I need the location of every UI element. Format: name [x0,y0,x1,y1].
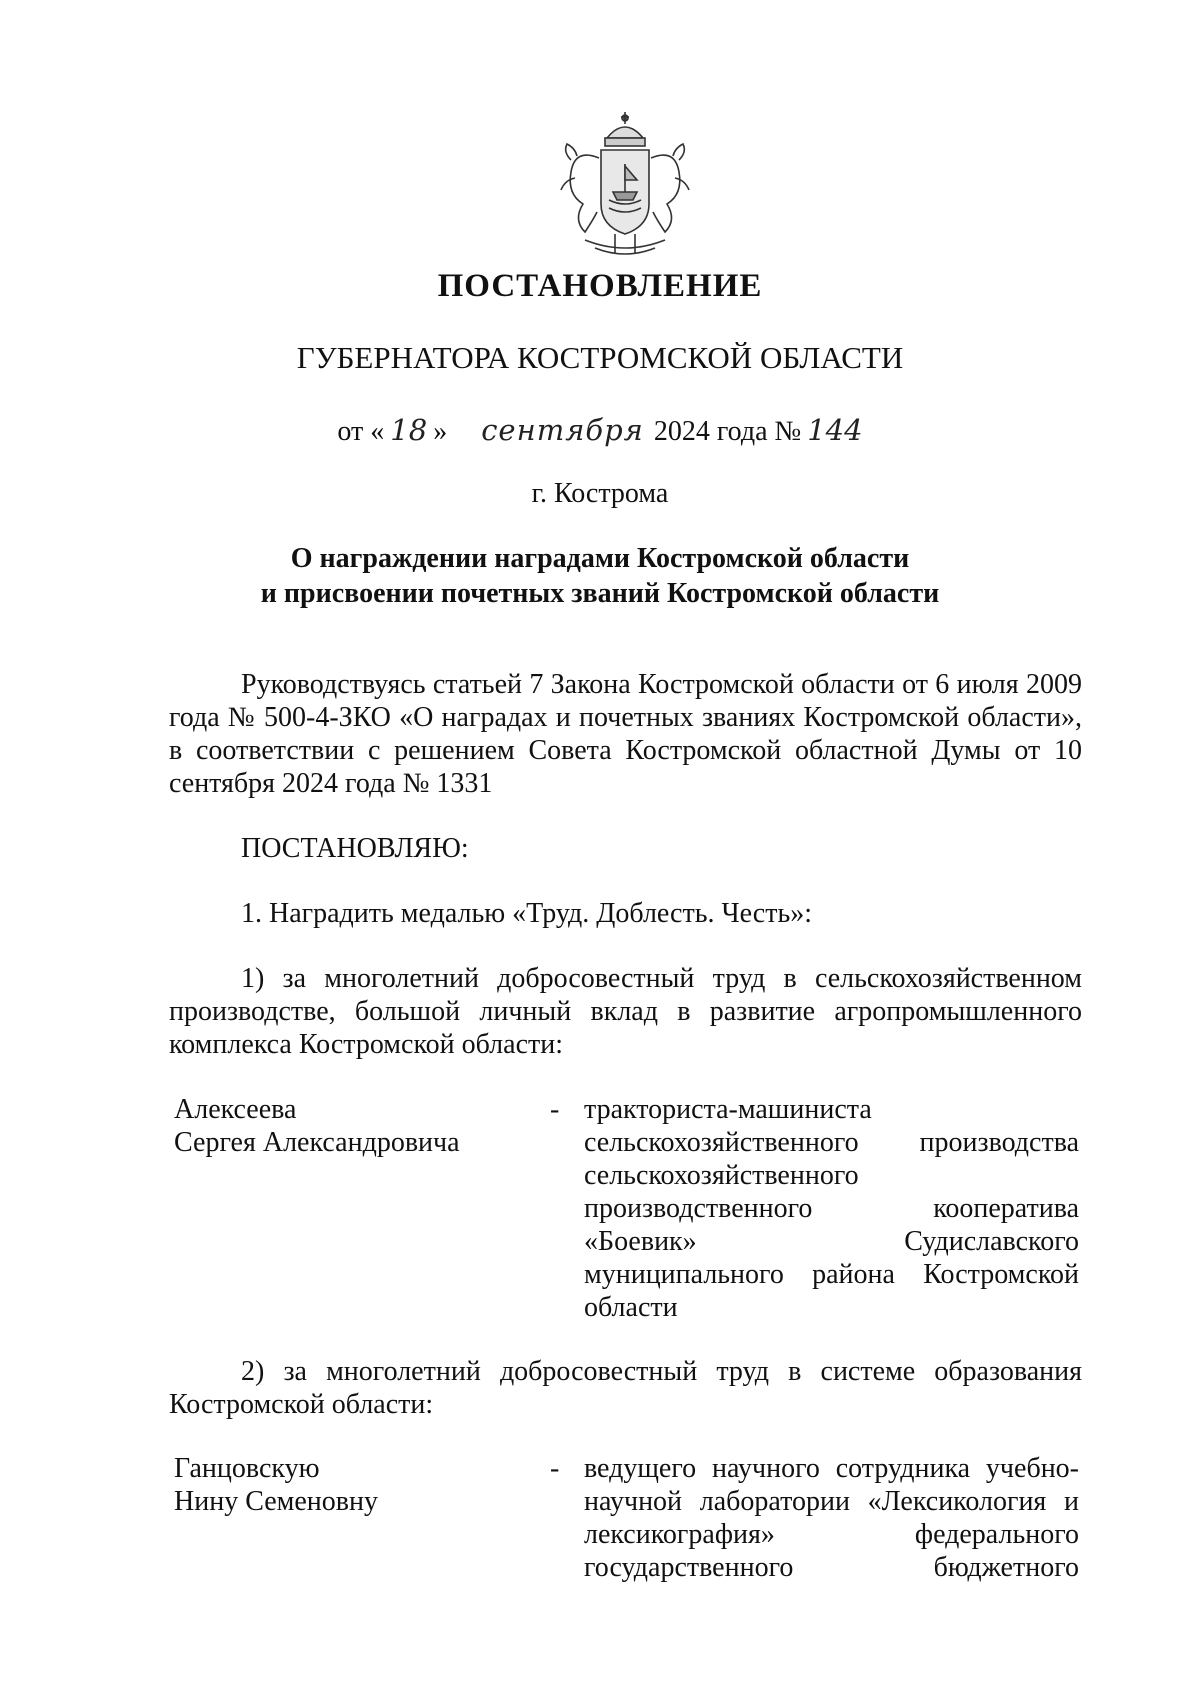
recipient-2-description [584,1452,1079,1584]
recipient-2-name [174,1452,534,1518]
recipient-2-dash: - [550,1453,560,1484]
recipient-1-desc-line: области [584,1292,678,1323]
date-month-handwritten: сентября [481,413,644,447]
date-mid: » [433,416,448,447]
recipient-1-desc-line: производственного кооператива [584,1193,1079,1224]
preamble-paragraph: Руководствуясь статьей 7 Закона Костромской области от 6 июля 2009 года № 500-4-ЗКО «О наградах и почетных званиях Костромской области», в соответствии с решением Совета Костромской областной Думы от 10 сентября 2024 года № 1331 [169,669,1082,799]
recipient-1-desc-line: тракториста-машиниста [584,1094,872,1125]
date-prefix: от « [337,416,385,447]
heading-line-1: О награждении наградами Костромской области [290,543,910,574]
recipient-2-desc-line: государственного бюджетного [584,1552,1079,1583]
recipient-1-name [174,1093,534,1159]
recipient-2-surname: Ганцовскую [174,1453,320,1484]
recipient-1-surname: Алексеева [174,1094,297,1125]
document-issuer: ГУБЕРНАТОРА КОСТРОМСКОЙ ОБЛАСТИ [296,340,904,375]
recipient-1-desc-line: сельскохозяйственного [584,1160,859,1191]
item-1: 1. Наградить медалью «Труд. Доблесть. Честь»: [241,898,813,929]
coat-of-arms-emblem [545,108,705,268]
city-line: г. Кострома [531,478,669,509]
date-line [0,413,1200,448]
document-title: ПОСТАНОВЛЕНИЕ [437,268,763,304]
document-number-handwritten: 144 [807,413,863,447]
recipient-2-desc-line: научной лаборатории «Лексикология и [584,1486,1079,1517]
recipient-2-desc-line: лексикография» федерального [584,1519,1079,1550]
subitem-1: 1) за многолетний добросовестный труд в сельскохозяйственном производстве, большой личный вклад в развитие агропромышленного комплекса Костромской области: [169,963,1082,1060]
recipient-1-desc-line: муниципального района Костромской [584,1259,1079,1290]
decree-word: ПОСТАНОВЛЯЮ: [241,833,469,864]
recipient-1-desc-line: «Боевик» Судиславского [584,1226,1079,1257]
heading-line-2: и присвоении почетных званий Костромской области [260,578,940,609]
recipient-2-given-names: Нину Семеновну [174,1486,378,1517]
recipient-1-desc-line: сельскохозяйственного производства [584,1127,1079,1158]
recipient-1-description [584,1093,1079,1324]
document-heading [0,541,1200,611]
date-year-text: 2024 года № [653,416,802,447]
recipient-1-dash: - [550,1094,560,1125]
recipient-1-given-names: Сергея Александровича [174,1127,460,1158]
date-day-handwritten: 18 [390,413,428,447]
recipient-2-desc-line: ведущего научного сотрудника учебно- [584,1453,1079,1484]
subitem-2: 2) за многолетний добросовестный труд в системе образования Костромской области: [169,1356,1082,1420]
